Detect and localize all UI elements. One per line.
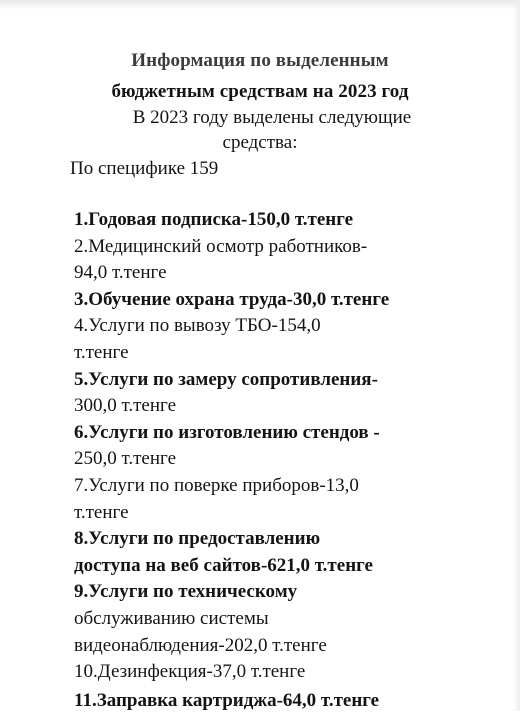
budget-item xyxy=(74,473,514,526)
budget-item-line: 8.Услуги по предоставлению xyxy=(74,528,321,550)
document-title-line-1: Информация по выделенным xyxy=(131,50,389,71)
budget-item-line: 7.Услуги по поверке приборов-13,0 xyxy=(74,474,359,496)
budget-item xyxy=(74,367,514,420)
budget-item xyxy=(74,287,514,314)
budget-item-line: т.тенге xyxy=(74,501,129,523)
document-title-line-2: бюджетным средствам на 2023 год xyxy=(111,81,409,102)
budget-item xyxy=(74,420,514,473)
budget-item-line: видеонаблюдения-202,0 т.тенге xyxy=(74,634,327,656)
budget-item-line: 300,0 т.тенге xyxy=(74,395,177,417)
budget-item xyxy=(74,579,514,659)
intro-line-2: средства: xyxy=(222,132,298,153)
budget-item-line: 10.Дезинфекция-37,0 т.тенге xyxy=(74,661,306,683)
budget-item-line: 3.Обучение охрана труда-30,0 т.тенге xyxy=(74,288,390,310)
intro-line-1: В 2023 году выделены следующие xyxy=(132,107,412,128)
spec-heading: По специфике 159 xyxy=(70,158,219,179)
budget-item-line: т.тенге xyxy=(74,341,129,363)
budget-item-line: 2.Медицинский осмотр работников- xyxy=(74,235,368,257)
budget-item xyxy=(74,207,514,234)
budget-item-line: 6.Услуги по изготовлению стендов - xyxy=(74,421,380,443)
budget-items-list xyxy=(74,207,514,714)
budget-item-line: 250,0 т.тенге xyxy=(74,448,177,470)
budget-item-line: доступа на веб сайтов-621,0 т.тенге xyxy=(74,554,373,576)
budget-item-line: 11.Заправка картриджа-64,0 т.тенге xyxy=(74,689,380,711)
budget-item-line: обслуживанию системы xyxy=(74,607,269,629)
budget-item xyxy=(74,659,514,686)
budget-item-line: 9.Услуги по техническому xyxy=(74,581,298,603)
budget-item-line: 5.Услуги по замеру сопротивления- xyxy=(74,368,378,390)
budget-item xyxy=(74,234,514,287)
scan-top-edge xyxy=(0,0,520,10)
budget-item xyxy=(74,526,514,579)
budget-item-line: 94,0 т.тенге xyxy=(74,262,167,284)
budget-item-line: 4.Услуги по вывозу ТБО-154,0 xyxy=(74,315,321,337)
budget-item xyxy=(74,688,514,714)
budget-item xyxy=(74,313,514,366)
budget-item-line: 1.Годовая подписка-150,0 т.тенге xyxy=(74,209,354,230)
